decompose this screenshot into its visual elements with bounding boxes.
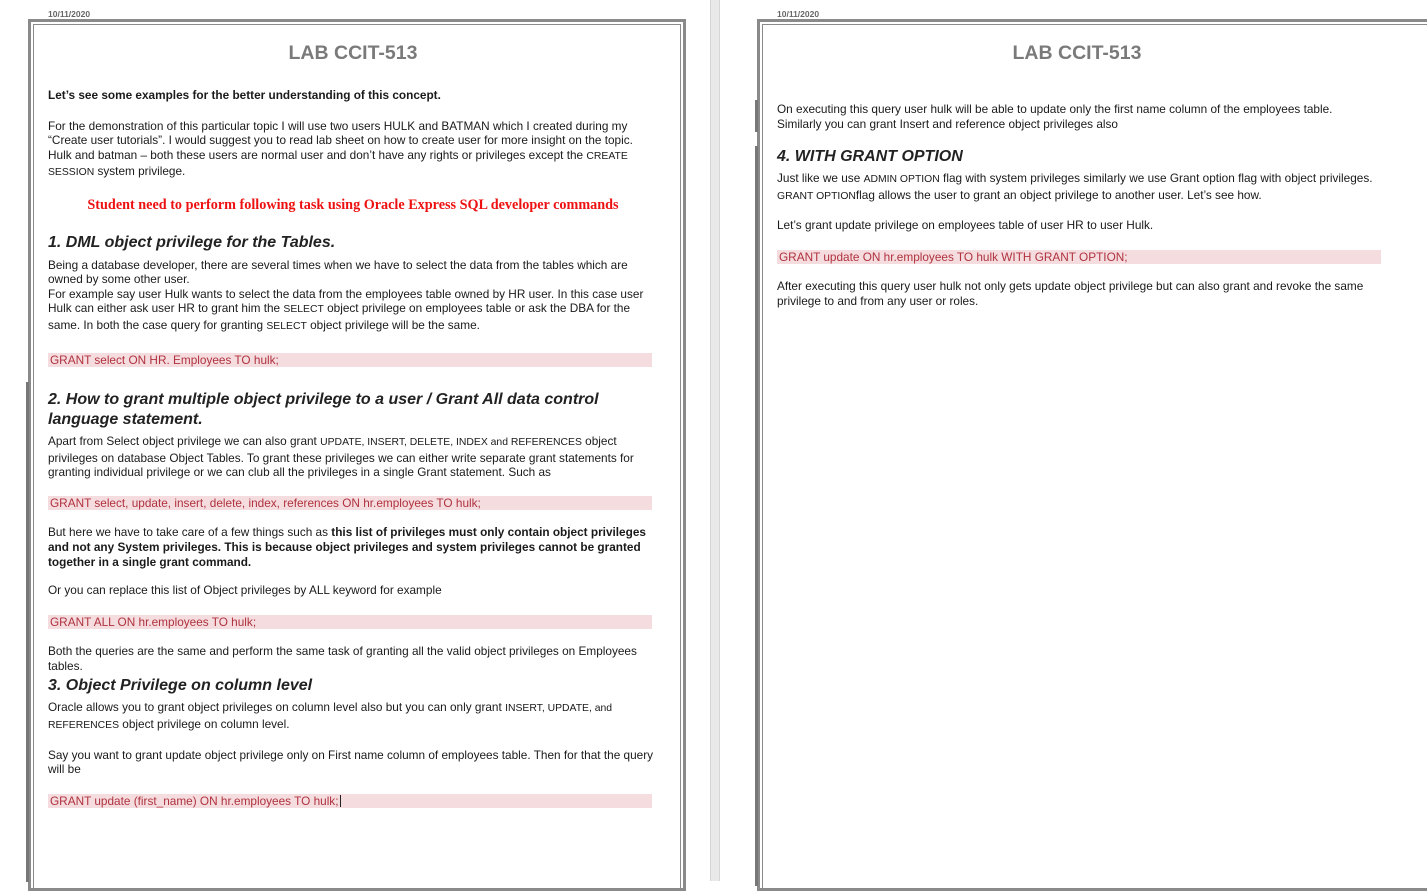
multiple-paragraph-2: But here we have to take care of a few things such as this list of privileges must only contain object privileges and not any System privileges. This is because object privileges and system privileges cannot be granted together in a single grant command.	[48, 525, 646, 569]
column-paragraph-2: Say you want to grant update object privilege only on First name column of employees table. Then for that the query will be	[48, 747, 654, 777]
left-page-content[interactable]	[48, 42, 658, 808]
left-page-title: LAB CCIT-513	[288, 42, 418, 64]
student-notice: Student need to perform following task using Oracle Express SQL developer commands	[87, 196, 619, 213]
column-result-paragraph: On executing this query user hulk will be able to update only the first name column of the employees table. Similarly you can grant Insert and reference object privileges also	[777, 102, 1333, 131]
right-page-date: 10/11/2020	[777, 9, 820, 19]
column-paragraph-1: Oracle allows you to grant object privileges on column level also but you can only grant INSERT, UPDATE, and REFERENCES object privilege on column level.	[48, 700, 613, 731]
code-grant-column[interactable]: GRANT update (first_name) ON hr.employees TO hulk;	[48, 794, 652, 809]
intro-text: Let’s see some examples for the better understanding of this concept.	[48, 88, 441, 102]
right-page-title: LAB CCIT-513	[1012, 42, 1142, 64]
grant-option-paragraph-1: Just like we use ADMIN OPTION flag with system privileges similarly we use Grant option flag with object privileges. GRANT OPTIONflag allows the user to grant an object privilege to another user. Let’s see how.	[777, 171, 1373, 202]
code-grant-with-option[interactable]: GRANT update ON hr.employees TO hulk WITH GRANT OPTION;	[777, 250, 1381, 265]
grant-option-paragraph-2: Let’s grant update privilege on employees table of user HR to user Hulk.	[777, 218, 1154, 233]
heading-column-level: 3. Object Privilege on column level	[48, 677, 313, 695]
left-section-marker	[26, 382, 29, 882]
code-grant-all[interactable]: GRANT ALL ON hr.employees TO hulk;	[48, 615, 652, 630]
left-page-date: 10/11/2020	[48, 9, 91, 19]
demo-paragraph: For the demonstration of this particular topic I will use two users HULK and BATMAN which I created during my “Create user tutorials”. I would suggest you to read lab sheet on how to create user for more insight on the topic. Hulk and batman – both these users are normal user and don’t have any rights or privileges except the CREATE SESSION system privilege.	[48, 118, 633, 179]
multiple-paragraph-1: Apart from Select object privilege we can also grant UPDATE, INSERT, DELETE, INDEX and REFERENCES object privileges on database Object Tables. To grant these privileges we can either write separate grant statements for granting individual privilege or we can club all the privileges in a single Grant statement. Such as	[48, 434, 634, 480]
heading-multiple-privilege: 2. How to grant multiple object privilege to a user / Grant All data control language statement.	[48, 391, 599, 429]
code-grant-list[interactable]: GRANT select, update, insert, delete, index, references ON hr.employees TO hulk;	[48, 496, 652, 511]
right-page-content[interactable]	[777, 42, 1377, 309]
dml-paragraph-2: For example say user Hulk wants to select the data from the employees table owned by HR user. In this case user Hulk can either ask user HR to grant him the SELECT object privilege on employees table or ask the DBA for the same. In both the case query for granting SELECT object privilege will be the same.	[48, 286, 644, 332]
page-gutter	[710, 0, 720, 881]
text-cursor	[340, 795, 341, 807]
code-grant-select[interactable]: GRANT select ON HR. Employees TO hulk;	[48, 353, 652, 368]
heading-dml-privilege: 1. DML object privilege for the Tables.	[48, 233, 336, 251]
right-section-marker-1	[755, 100, 758, 132]
heading-with-grant-option: 4. WITH GRANT OPTION	[777, 148, 963, 166]
dml-paragraph-1: Being a database developer, there are several times when we have to select the data from the tables which are owned by some other user.	[48, 257, 628, 287]
multiple-paragraph-4: Both the queries are the same and perform the same task of granting all the valid object privileges on Employees tables.	[48, 644, 637, 673]
multiple-paragraph-3: Or you can replace this list of Object privileges by ALL keyword for example	[48, 583, 442, 598]
grant-option-paragraph-3: After executing this query user hulk not only gets update object privilege but can also grant and revoke the same privilege to and from any user or roles.	[777, 279, 1364, 309]
right-section-marker-2	[755, 146, 758, 886]
